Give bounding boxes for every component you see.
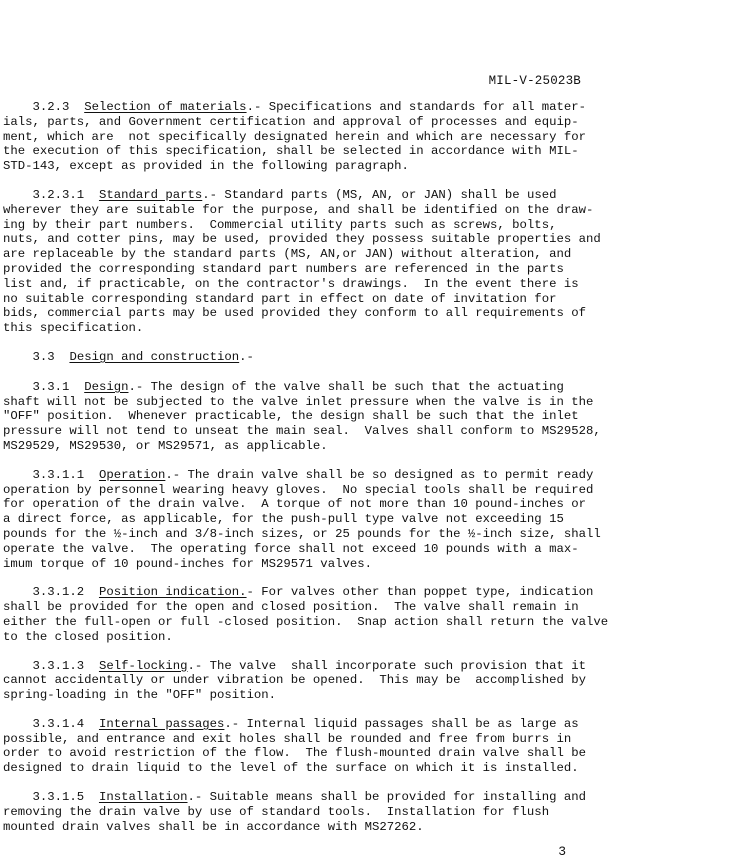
section-title: Internal passages [98, 716, 225, 731]
text-line: this specification. [3, 321, 144, 336]
text-line: possible, and entrance and exit holes shall be rounded and free from burrs in [3, 731, 572, 746]
text-line: ials, parts, and Government certification and approval of processes and equip- [3, 114, 579, 129]
paragraph-indent [3, 717, 33, 731]
text-line: designed to drain liquid to the level of the surface on which it is installed. [3, 761, 579, 776]
text-line: operate the valve. The operating force shall not exceed 10 pounds with a max- [3, 541, 579, 556]
text-line: for operation of the drain valve. A torque of not more than 10 pound-inches or [3, 497, 586, 512]
text-line: bids, commercial parts may be used provided they conform to all requirements of [3, 306, 586, 321]
section-title: Selection of materials [84, 100, 247, 114]
text-line: ment, which are not specifically designated herein and which are necessary for [3, 129, 586, 144]
section-paragraph [3, 380, 731, 454]
section-number: 3.3.1.1 [32, 467, 85, 482]
text-line: order to avoid restriction of the flow. The flush-mounted drain valve shall be [3, 746, 586, 761]
section-first-line-text: - For valves other than poppet type, indication [246, 585, 594, 600]
text-line: ing by their part numbers. Commercial utility parts such as screws, bolts, [3, 217, 557, 232]
text-line: removing the drain valve by use of standard tools. Installation for flush [3, 804, 550, 819]
text-line: either the full-open or full -closed position. Snap action shall return the valve [3, 614, 609, 629]
text-line: cannot accidentally or under vibration be opened. This may be accomplished by [3, 673, 586, 688]
text-line: shall be provided for the open and closed position. The valve shall remain in [3, 600, 579, 615]
section-first-line-text: .- Specifications and standards for all mater- [246, 100, 587, 114]
paragraph-indent [3, 188, 33, 202]
text-line: "OFF" position. Whenever practicable, the design shall be such that the inlet [3, 409, 579, 424]
section-paragraph [3, 585, 731, 644]
text-line: provided the corresponding standard part numbers are referenced in the parts [3, 261, 564, 276]
text-line: nuts, and cotter pins, may be used, provided they possess suitable properties and [3, 232, 601, 247]
text-line: are replaceable by the standard parts (MS, AN,or JAN) without alteration, and [3, 247, 572, 262]
section-title: Design [84, 379, 129, 394]
text-line: shaft will not be subjected to the valve inlet pressure when the valve is in the [3, 394, 594, 409]
section-number: 3.2.3.1 [32, 187, 85, 202]
section-paragraph [3, 100, 731, 174]
section-number: 3.3.1.2 [32, 585, 85, 600]
text-line: no suitable corresponding standard part in effect on date of invitation for [3, 291, 557, 306]
paragraph-indent [3, 585, 33, 599]
page-number: 3 [558, 844, 566, 859]
section-title: Self-locking [98, 658, 188, 673]
text-line: spring-loading in the "OFF" position. [3, 688, 277, 703]
section-number: 3.3.1 [32, 379, 70, 394]
section-first-line-text: .- Suitable means shall be provided for installing and [187, 790, 586, 805]
text-line: a direct force, as applicable, for the push-pull type valve not exceeding 15 [3, 512, 564, 527]
section-title: Design and construction [69, 349, 240, 364]
section-paragraph [3, 350, 731, 365]
document-body [3, 100, 731, 848]
section-number: 3.3.1.4 [32, 716, 85, 731]
paragraph-indent [3, 468, 33, 482]
section-first-line-text: .- The design of the valve shall be such that the actuating [128, 379, 564, 394]
section-number: 3.3 [32, 349, 55, 364]
text-line: STD-143, except as provided in the following paragraph. [3, 159, 409, 174]
section-paragraph [3, 188, 731, 336]
paragraph-indent [3, 380, 33, 394]
section-first-line-text: .- The valve shall incorporate such provision that it [187, 658, 586, 673]
section-first-line-text: .- [239, 349, 254, 364]
paragraph-indent [3, 100, 33, 114]
section-paragraph [3, 659, 731, 703]
section-title: Standard parts [98, 187, 203, 202]
text-line: wherever they are suitable for the purpose, and shall be identified on the draw- [3, 202, 594, 217]
section-title: Installation [98, 790, 188, 805]
text-line: to the closed position. [3, 629, 173, 644]
section-first-line-text: .- Standard parts (MS, AN, or JAN) shall be used [202, 187, 557, 202]
section-paragraph [3, 790, 731, 834]
text-line: list and, if practicable, on the contractor's drawings. In the event there is [3, 276, 579, 291]
paragraph-indent [3, 790, 33, 804]
paragraph-indent [3, 659, 33, 673]
section-paragraph [3, 468, 731, 572]
text-line: operation by personnel wearing heavy gloves. No special tools shall be required [3, 482, 594, 497]
section-title: Position indication. [98, 585, 247, 600]
section-number: 3.3.1.5 [32, 790, 85, 805]
section-first-line-text: .- The drain valve shall be so designed as to permit ready [165, 467, 594, 482]
text-line: the execution of this specification, shall be selected in accordance with MIL- [3, 144, 579, 159]
text-line: imum torque of 10 pound-inches for MS29571 valves. [3, 556, 372, 571]
section-number: 3.2.3 [32, 100, 70, 114]
text-line: mounted drain valves shall be in accordance with MS27262. [3, 819, 424, 834]
section-first-line-text: .- Internal liquid passages shall be as large as [224, 716, 579, 731]
section-title: Operation [98, 467, 166, 482]
paragraph-indent [3, 350, 33, 364]
section-number: 3.3.1.3 [32, 658, 85, 673]
text-line: MS29529, MS29530, or MS29571, as applicable. [3, 438, 328, 453]
text-line: pounds for the ½-inch and 3/8-inch sizes, or 25 pounds for the ½-inch size, shall [3, 526, 601, 541]
document-identifier: MIL-V-25023B [488, 74, 581, 88]
text-line: pressure will not tend to unseat the main seal. Valves shall conform to MS29528, [3, 424, 601, 439]
section-paragraph [3, 717, 731, 776]
